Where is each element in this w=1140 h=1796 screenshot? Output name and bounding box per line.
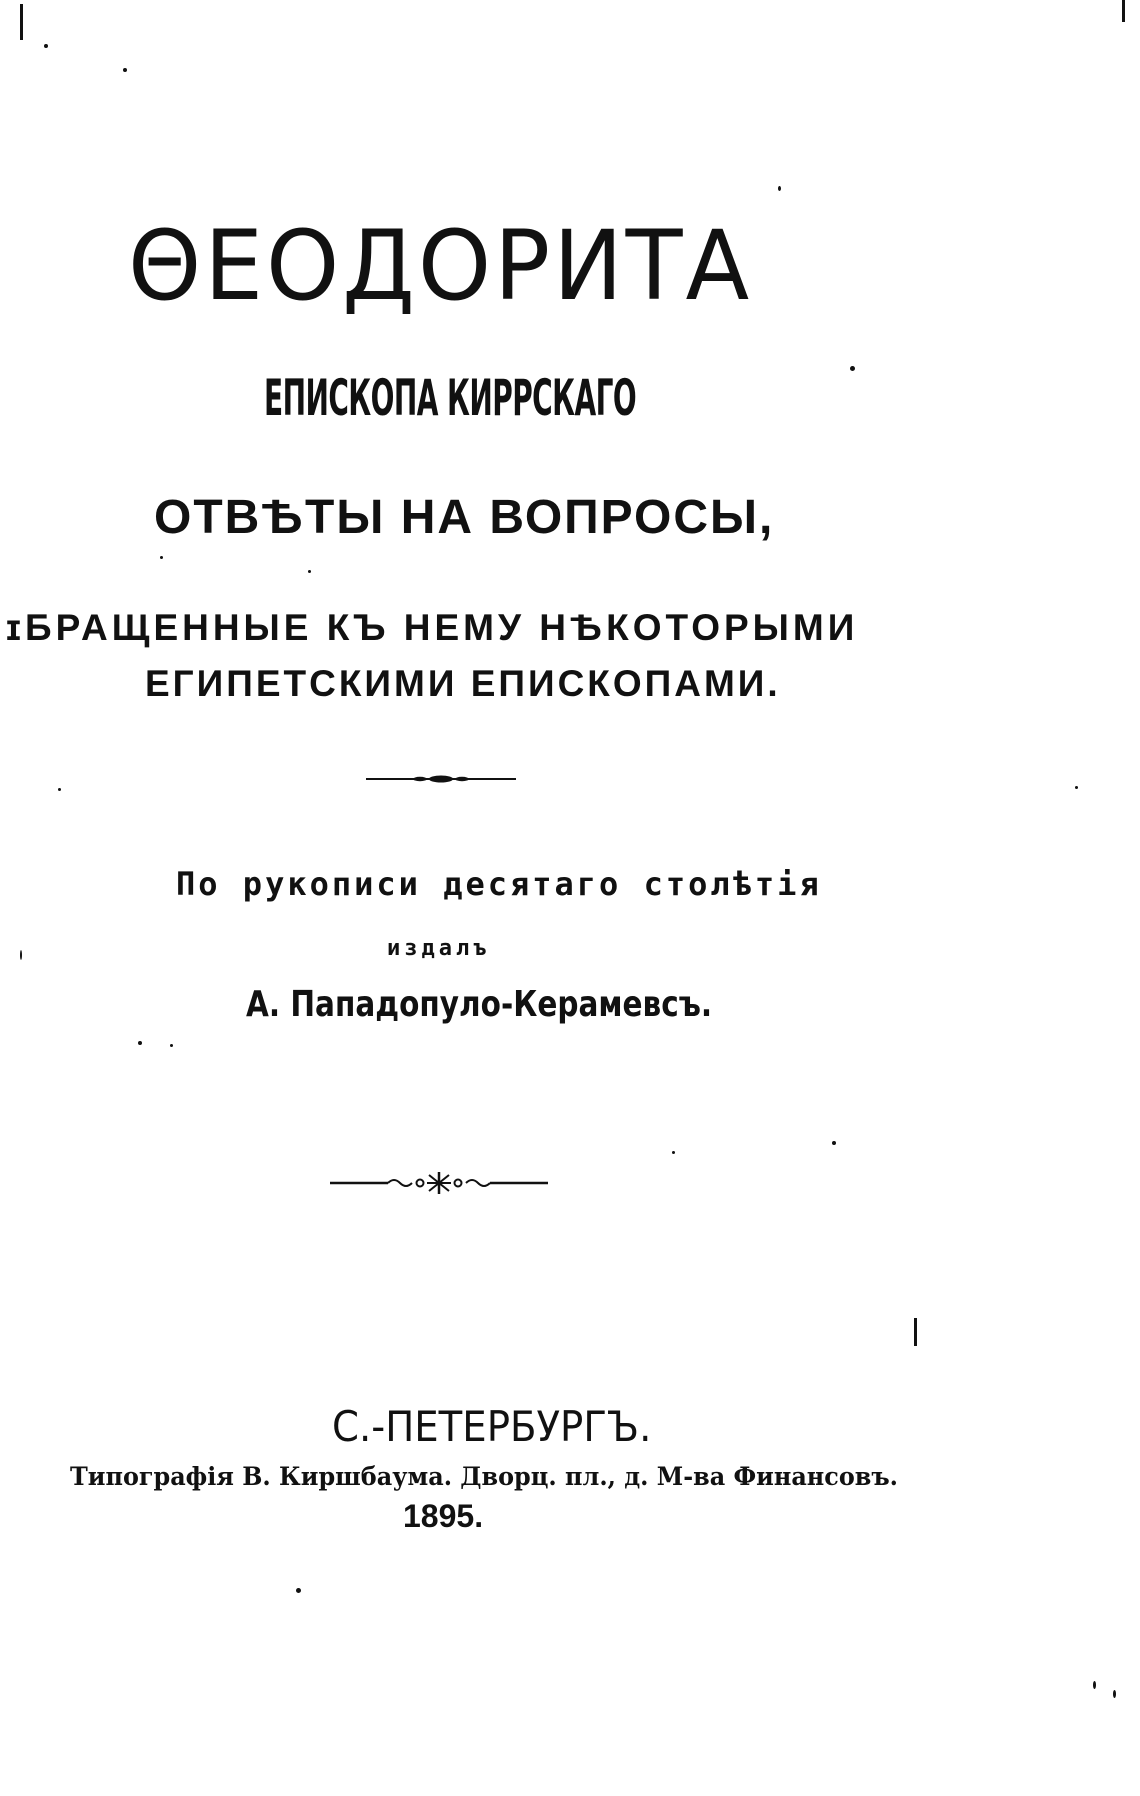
scan-speck [170,1044,173,1047]
scan-speck [20,950,22,960]
publication-year: 1895. [403,1498,484,1534]
right-side-mark [914,1318,917,1346]
scan-speck [1093,1681,1096,1689]
scan-speck [296,1588,301,1593]
bishop-subtitle: ЕПИСКОПА КИРРСКАГО [264,369,637,427]
scan-speck [1113,1690,1116,1698]
scan-speck [832,1141,836,1145]
scan-speck [1075,786,1078,789]
answers-heading: ОТВѢТЫ НА ВОПРОСЫ, [154,491,775,544]
scan-speck [44,44,48,48]
manuscript-note: По рукописи десятаго столѣтiя [176,865,822,903]
right-margin-mark [1122,0,1125,22]
egyptian-bishops-line: ЕГИПЕТСКИМИ ЕПИСКОПАМИ. [145,663,781,704]
printer-imprint: Типографiя В. Киршбаума. Дворц. пл., д. М-ва Финансовъ. [70,1462,898,1491]
scan-speck [308,570,311,573]
published-by-label: издалъ [387,936,491,961]
scan-speck [778,186,781,191]
scan-speck [138,1041,142,1045]
city-imprint: С.-ПЕТЕРБУРГЪ. [332,1402,652,1451]
decorative-divider [330,1169,548,1197]
scan-speck [672,1151,675,1154]
addressed-line: ɪБРАЩЕННЫЕ КЪ НЕМУ НѢКОТОРЫМИ [6,607,859,648]
editor-name: А. Пападопуло-Керамевсъ. [246,984,713,1025]
scan-speck [160,556,163,559]
scan-speck [850,366,855,371]
book-title: ΘΕΟДОРИТА [128,210,753,322]
scan-speck [123,68,127,72]
short-rule-ornament [366,772,516,786]
scan-speck [58,788,61,791]
left-margin-mark [20,4,23,40]
